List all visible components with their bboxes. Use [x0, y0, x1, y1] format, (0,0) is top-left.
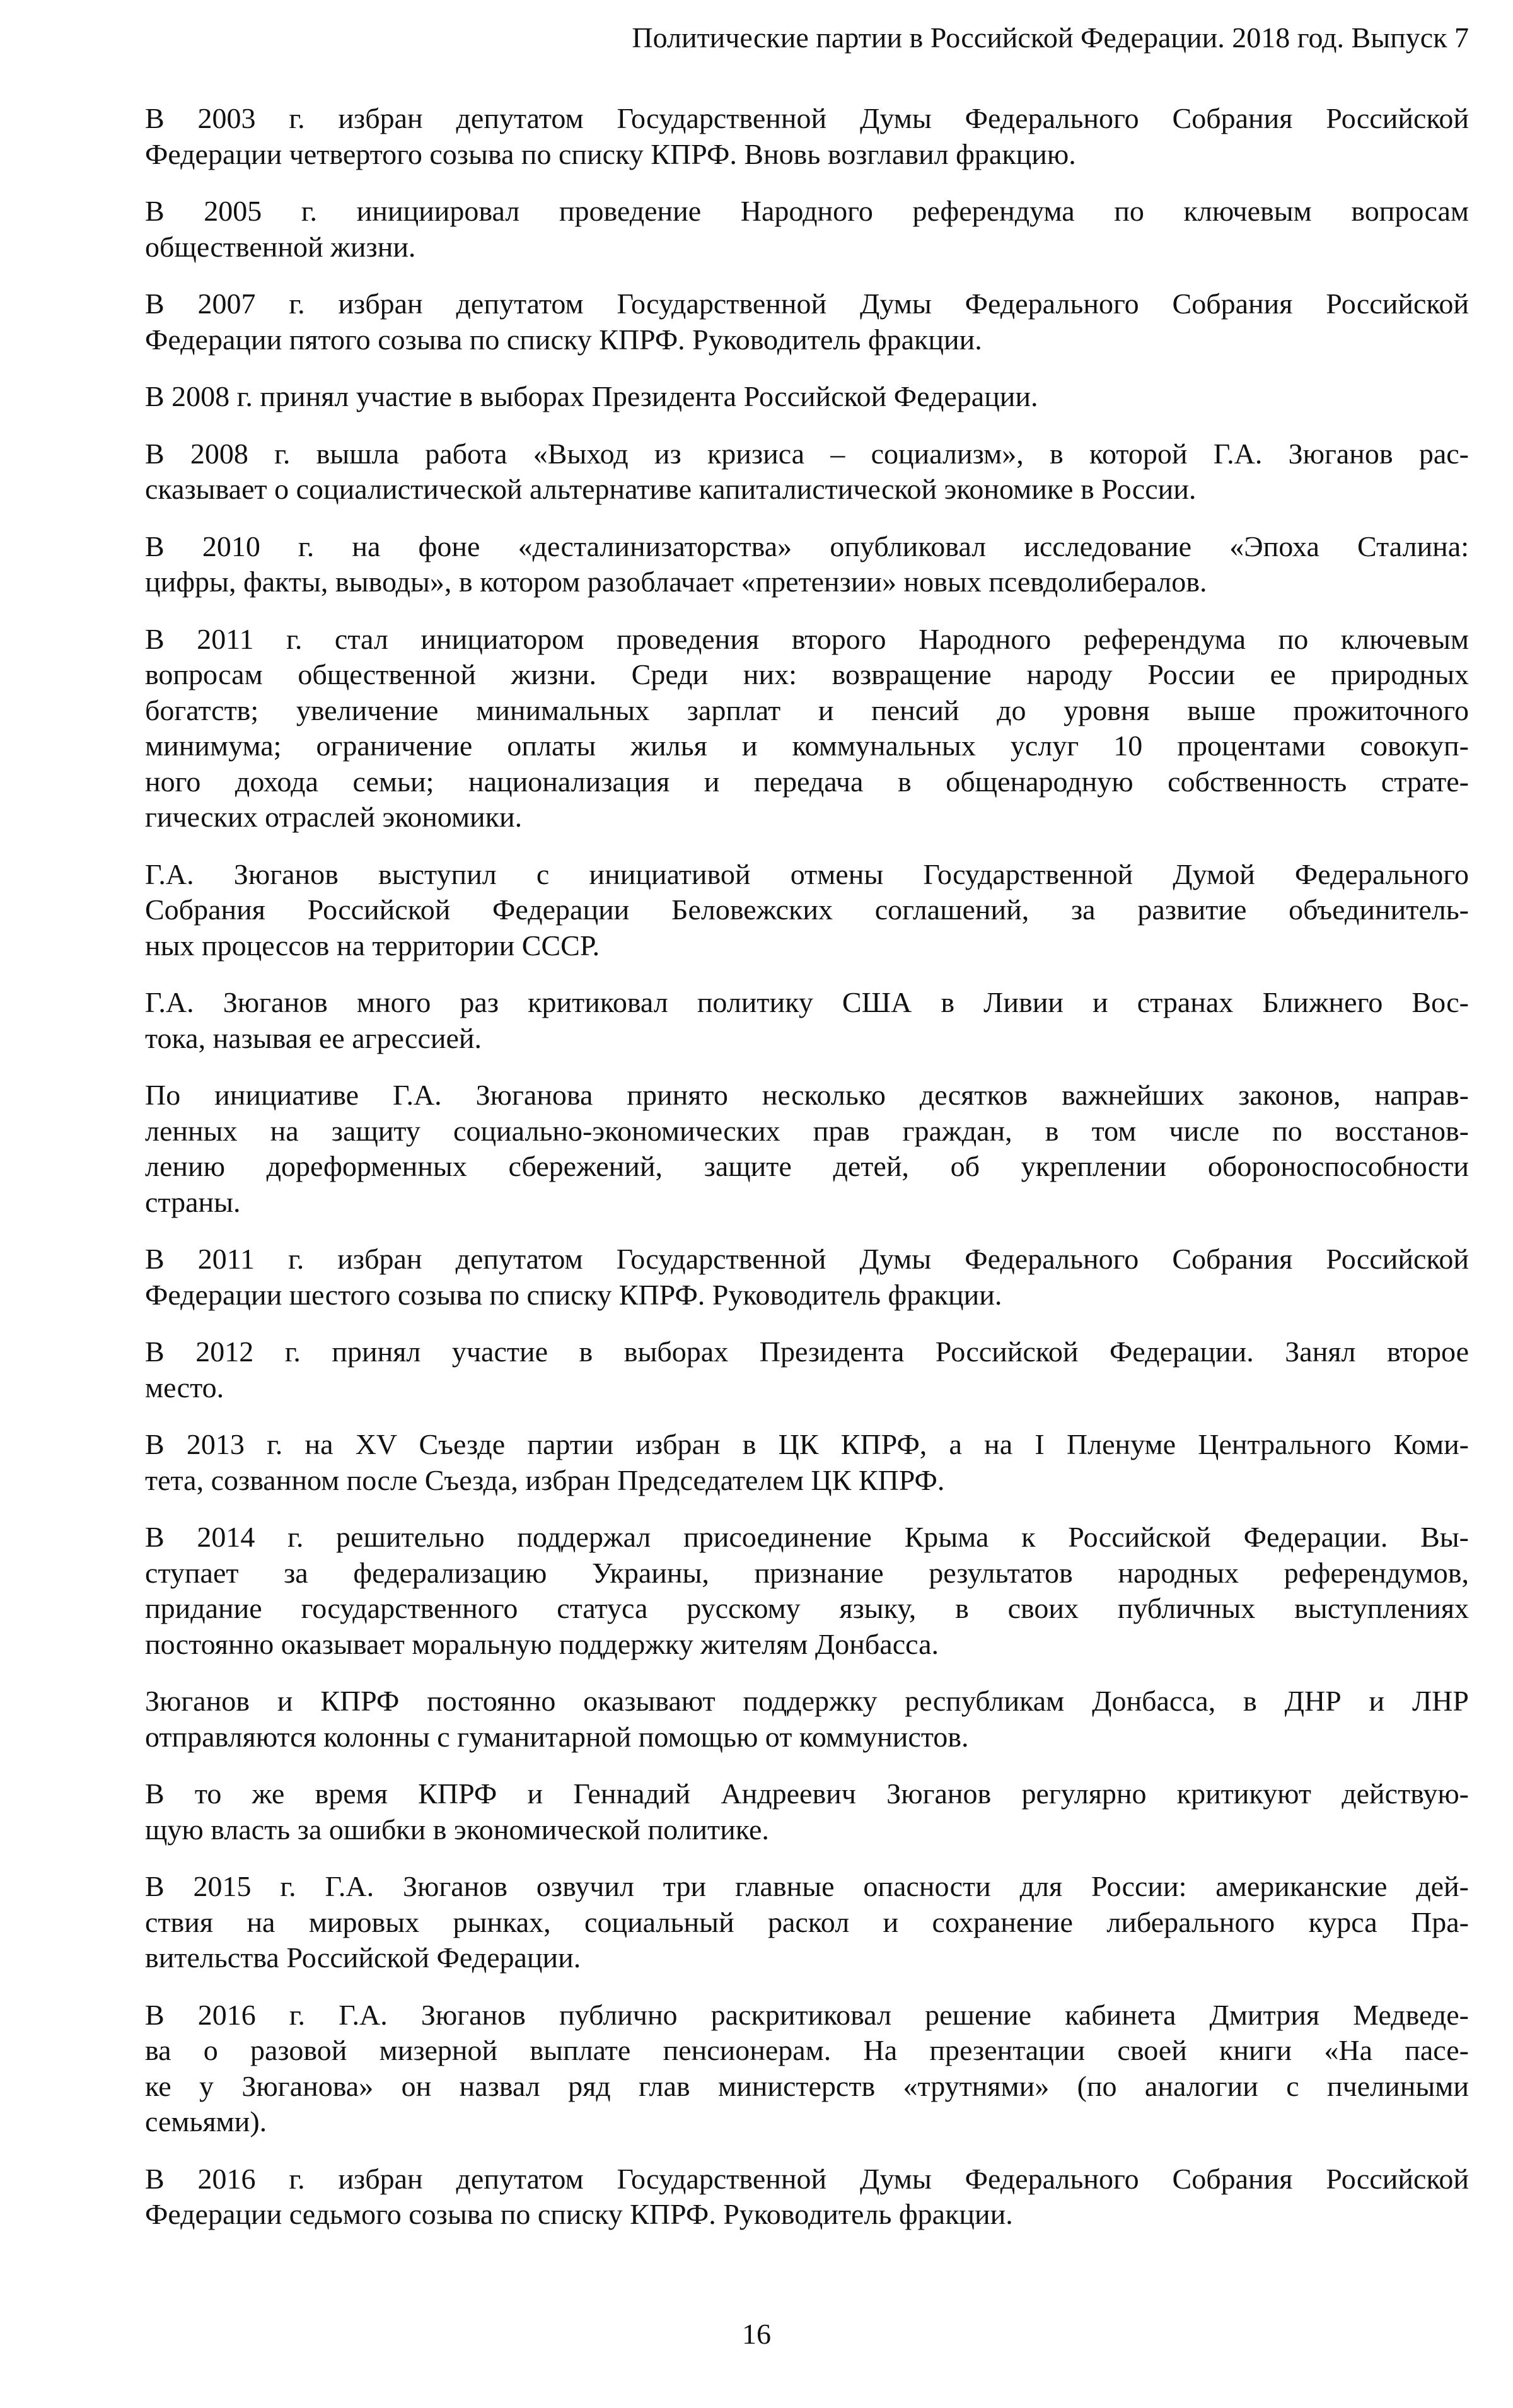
- text-line: В 2013 г. на XV Съезде партии избран в ЦК КПРФ, а на I Пленуме Центрального Коми-: [145, 1428, 1469, 1460]
- text-line: Г.А. Зюганов выступил с инициативой отмены Государственной Думой Федерального: [145, 858, 1469, 890]
- text-line: В 2008 г. вышла работа «Выход из кризиса – социализм», в которой Г.А. Зюганов рас-: [145, 437, 1469, 470]
- text-line: В 2014 г. решительно поддержал присоединение Крыма к Российской Федерации. Вы-: [145, 1521, 1469, 1553]
- text-line: Федерации шестого созыва по списку КПРФ. Руководитель фракции.: [145, 1278, 1002, 1311]
- text-line: Федерации четвертого созыва по списку КПРФ. Вновь возглавил фракцию.: [145, 137, 1076, 170]
- text-line: общественной жизни.: [145, 230, 416, 263]
- text-line: В 2011 г. избран депутатом Государственной Думы Федерального Собрания Российской: [145, 1243, 1469, 1275]
- paragraph: [145, 1427, 1469, 1498]
- paragraph: [145, 379, 1469, 415]
- text-line: Федерации седьмого созыва по списку КПРФ. Руководитель фракции.: [145, 2198, 1013, 2230]
- running-header: Политические партии в Российской Федерации. 2018 год. Выпуск 7: [632, 21, 1469, 54]
- paragraph: [145, 985, 1469, 1056]
- text-line: гических отраслей экономики.: [145, 801, 523, 833]
- paragraph: [145, 1684, 1469, 1755]
- text-line: Г.А. Зюганов много раз критиковал политику США в Ливии и странах Ближнего Вос-: [145, 986, 1469, 1018]
- document-body: [145, 101, 1469, 2254]
- paragraph: [145, 529, 1469, 600]
- text-line: В 2007 г. избран депутатом Государственной Думы Федерального Собрания Российской: [145, 288, 1469, 320]
- text-line: В 2008 г. принял участие в выборах Президента Российской Федерации.: [145, 380, 1038, 412]
- text-line: По инициативе Г.А. Зюганова принято несколько десятков важнейших законов, направ-: [145, 1079, 1469, 1111]
- text-line: Зюганов и КПРФ постоянно оказывают поддержку республикам Донбасса, в ДНР и ЛНР: [145, 1685, 1469, 1717]
- text-line: место.: [145, 1371, 224, 1404]
- text-line: В 2010 г. на фоне «десталинизаторства» опубликовал исследование «Эпоха Сталина:: [145, 530, 1469, 562]
- text-line: В 2016 г. избран депутатом Государственной Думы Федерального Собрания Российской: [145, 2162, 1469, 2195]
- paragraph: [145, 1242, 1469, 1313]
- text-line: придание государственного статуса русскому языку, в своих публичных выступлениях: [145, 1592, 1469, 1624]
- text-line: В 2011 г. стал инициатором проведения второго Народного референдума по ключевым: [145, 622, 1469, 655]
- text-line: ке у Зюганова» он назвал ряд глав министерств «трутнями» (по аналогии с пчелиными: [145, 2069, 1469, 2102]
- text-line: семьями).: [145, 2105, 267, 2138]
- text-line: ствия на мировых рынках, социальный раскол и сохранение либерального курса Пра-: [145, 1905, 1469, 1938]
- text-line: щую власть за ошибки в экономической политике.: [145, 1813, 769, 1846]
- text-line: сказывает о социалистической альтернативе капиталистической экономике в России.: [145, 473, 1197, 505]
- text-line: минимума; ограничение оплаты жилья и коммунальных услуг 10 процентами совокуп-: [145, 730, 1469, 762]
- text-line: ного дохода семьи; национализация и передача в общенародную собственность страте-: [145, 765, 1469, 798]
- paragraph: [145, 286, 1469, 358]
- text-line: вительства Российской Федерации.: [145, 1941, 581, 1974]
- text-line: отправляются колонны с гуманитарной помощью от коммунистов.: [145, 1720, 969, 1753]
- paragraph: [145, 1078, 1469, 1220]
- text-line: цифры, факты, выводы», в котором разоблачает «претензии» новых псевдолибералов.: [145, 566, 1207, 598]
- text-line: тета, созванном после Съезда, избран Председателем ЦК КПРФ.: [145, 1463, 945, 1496]
- text-line: В 2005 г. инициировал проведение Народного референдума по ключевым вопросам: [145, 195, 1469, 227]
- text-line: Федерации пятого созыва по списку КПРФ. Руководитель фракции.: [145, 323, 982, 356]
- text-line: ленных на защиту социально-экономических прав граждан, в том числе по восстанов-: [145, 1114, 1469, 1147]
- text-line: В 2012 г. принял участие в выборах Президента Российской Федерации. Занял второе: [145, 1335, 1469, 1368]
- paragraph: [145, 1998, 1469, 2140]
- paragraph: [145, 101, 1469, 172]
- page-number: 16: [742, 2318, 771, 2350]
- paragraph: [145, 1334, 1469, 1405]
- paragraph: [145, 857, 1469, 964]
- paragraph: [145, 1869, 1469, 1976]
- text-line: Собрания Российской Федерации Беловежских соглашений, за развитие объединитель-: [145, 893, 1469, 926]
- text-line: ных процессов на территории СССР.: [145, 929, 600, 962]
- text-line: лению дореформенных сбережений, защите детей, об укреплении обороноспособности: [145, 1150, 1469, 1182]
- paragraph: [145, 436, 1469, 508]
- paragraph: [145, 622, 1469, 835]
- paragraph: [145, 1776, 1469, 1847]
- text-line: В 2016 г. Г.А. Зюганов публично раскритиковал решение кабинета Дмитрия Медведе-: [145, 1998, 1469, 2031]
- text-line: богатств; увеличение минимальных зарплат и пенсий до уровня выше прожиточного: [145, 694, 1469, 726]
- text-line: ва о разовой мизерной выплате пенсионерам. На презентации своей книги «На пасе-: [145, 2034, 1469, 2066]
- text-line: ступает за федерализацию Украины, признание результатов народных референдумов,: [145, 1556, 1469, 1589]
- text-line: страны.: [145, 1185, 241, 1218]
- paragraph: [145, 1520, 1469, 1662]
- paragraph: [145, 2161, 1469, 2233]
- paragraph: [145, 194, 1469, 265]
- text-line: В то же время КПРФ и Геннадий Андреевич Зюганов регулярно критикуют действую-: [145, 1777, 1469, 1810]
- text-line: вопросам общественной жизни. Среди них: возвращение народу России ее природных: [145, 658, 1469, 690]
- text-line: постоянно оказывает моральную поддержку жителям Донбасса.: [145, 1627, 939, 1660]
- text-line: В 2003 г. избран депутатом Государственной Думы Федерального Собрания Российской: [145, 102, 1469, 134]
- text-line: тока, называя ее агрессией.: [145, 1021, 482, 1054]
- text-line: В 2015 г. Г.А. Зюганов озвучил три главные опасности для России: американские дей-: [145, 1870, 1469, 1902]
